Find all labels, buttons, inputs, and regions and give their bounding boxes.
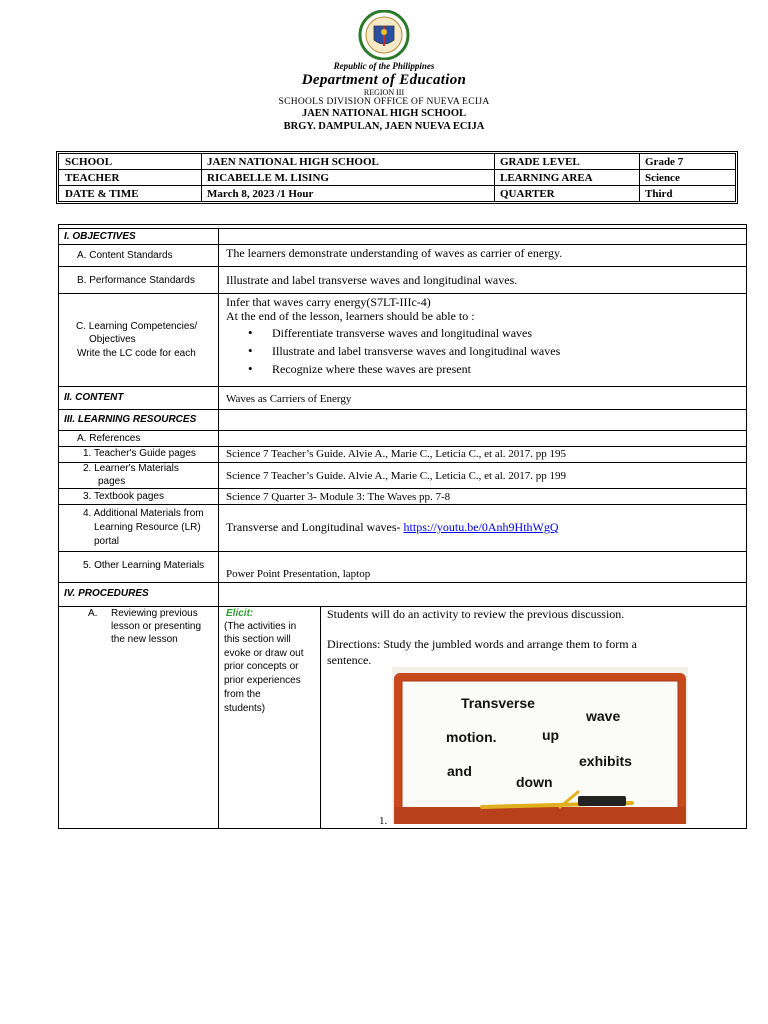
competency-item: • Illustrate and label transverse waves and longitudinal waves: [226, 342, 560, 360]
activity-directions-cont: sentence.: [327, 653, 372, 667]
info-grade-key: GRADE LEVEL: [500, 156, 580, 168]
competencies-label-2: Objectives: [89, 334, 136, 345]
board-word: Transverse: [461, 695, 535, 711]
elicit-heading: Elicit:: [226, 608, 254, 619]
references-label: A. References: [77, 433, 141, 444]
elicit-desc-6: from the: [224, 689, 261, 700]
elicit-desc-2: this section will: [224, 634, 291, 645]
learners-materials-label-1: 2. Learner's Materials: [83, 463, 179, 474]
performance-standards-label: B. Performance Standards: [77, 275, 195, 286]
info-quarter-key: QUARTER: [500, 188, 555, 200]
header-department: Department of Education: [301, 72, 467, 88]
info-school-key: SCHOOL: [65, 156, 113, 168]
info-quarter-value: Third: [645, 188, 673, 200]
textbook-label: 3. Textbook pages: [83, 491, 164, 502]
procedure-a-line3: the new lesson: [111, 634, 178, 645]
teachers-guide-text: Science 7 Teacher’s Guide. Alvie A., Marie C., Leticia C., et al. 2017. pp 195: [226, 448, 567, 460]
info-area-value: Science: [645, 172, 680, 184]
elicit-desc-5: prior experiences: [224, 675, 301, 686]
info-school-value: JAEN NATIONAL HIGH SCHOOL: [207, 156, 379, 168]
procedure-a-line1: Reviewing previous: [111, 608, 198, 619]
other-materials-text: Power Point Presentation, laptop: [226, 568, 371, 580]
performance-standards-text: Illustrate and label transverse waves and longitudinal waves.: [226, 273, 518, 287]
header-republic: Republic of the Philippines: [333, 61, 435, 71]
item-number: 1.: [379, 815, 388, 827]
content-text: Waves as Carriers of Energy: [226, 393, 352, 405]
elicit-desc-3: evoke or draw out: [224, 648, 304, 659]
activity-instruction: Students will do an activity to review the previous discussion.: [327, 607, 625, 621]
learners-materials-label-2: pages: [98, 476, 126, 487]
additional-materials-desc: Transverse and Longitudinal waves-: [226, 520, 404, 534]
competencies-label-3: Write the LC code for each: [77, 348, 196, 359]
info-area-key: LEARNING AREA: [500, 172, 593, 184]
additional-materials-text: [226, 520, 559, 535]
elicit-desc-4: prior concepts or: [224, 661, 299, 672]
board-word: exhibits: [579, 753, 632, 769]
content-standards-label: A. Content Standards: [77, 250, 173, 261]
content-standards-text: The learners demonstrate understanding of waves as carrier of energy.: [226, 246, 563, 260]
youtube-link[interactable]: https://youtu.be/0Anh9HthWgQ: [403, 520, 559, 534]
jumbled-words-board: [392, 667, 688, 824]
content-heading: II. CONTENT: [64, 392, 124, 403]
board-word: down: [516, 774, 553, 790]
board-word: motion.: [446, 729, 497, 745]
board-word: and: [447, 763, 472, 779]
objectives-heading: I. OBJECTIVES: [64, 231, 136, 242]
info-table: [56, 151, 738, 204]
info-date-key: DATE & TIME: [65, 188, 139, 200]
procedures-heading: IV. PROCEDURES: [64, 588, 149, 599]
info-date-value: March 8, 2023 /1 Hour: [207, 188, 314, 200]
resources-heading: III. LEARNING RESOURCES: [64, 414, 197, 425]
additional-materials-label-1: 4. Additional Materials from: [83, 508, 204, 519]
info-grade-value: Grade 7: [645, 156, 684, 168]
header-region: REGION III: [363, 88, 405, 97]
board-word: up: [542, 727, 560, 743]
learners-materials-text: Science 7 Teacher’s Guide. Alvie A., Marie C., Leticia C., et al. 2017. pp 199: [226, 470, 567, 482]
board-word: wave: [586, 708, 621, 724]
teachers-guide-label: 1. Teacher's Guide pages: [83, 448, 196, 459]
activity-directions: Directions: Study the jumbled words and arrange them to form a: [327, 637, 637, 651]
textbook-text: Science 7 Quarter 3- Module 3: The Waves pp. 7-8: [226, 491, 451, 503]
info-teacher-key: TEACHER: [65, 172, 120, 184]
competency-item: • Differentiate transverse waves and longitudinal waves: [226, 324, 560, 342]
competency-list: [226, 324, 560, 378]
header-address: BRGY. DAMPULAN, JAEN NUEVA ECIJA: [283, 121, 485, 132]
procedure-a-line2: lesson or presenting: [111, 621, 202, 632]
elicit-desc-1: (The activities in: [224, 621, 297, 632]
elicit-desc-7: students): [224, 703, 266, 714]
deped-seal: [352, 10, 416, 60]
info-teacher-value: RICABELLE M. LISING: [207, 172, 329, 184]
competency-code: Infer that waves carry energy(S7LT-IIIc-4): [226, 295, 431, 309]
procedure-a-letter: A.: [88, 608, 98, 619]
additional-materials-label-3: portal: [94, 536, 120, 547]
competency-item: • Recognize where these waves are present: [226, 360, 560, 378]
other-materials-label: 5. Other Learning Materials: [83, 560, 205, 571]
header-division: SCHOOLS DIVISION OFFICE OF NUEVA ECIJA: [278, 97, 490, 107]
competency-intro: At the end of the lesson, learners should be able to :: [226, 309, 475, 323]
header-school: JAEN NATIONAL HIGH SCHOOL: [301, 108, 467, 119]
additional-materials-label-2: Learning Resource (LR): [94, 522, 201, 533]
competencies-label-1: C. Learning Competencies/: [76, 321, 198, 332]
